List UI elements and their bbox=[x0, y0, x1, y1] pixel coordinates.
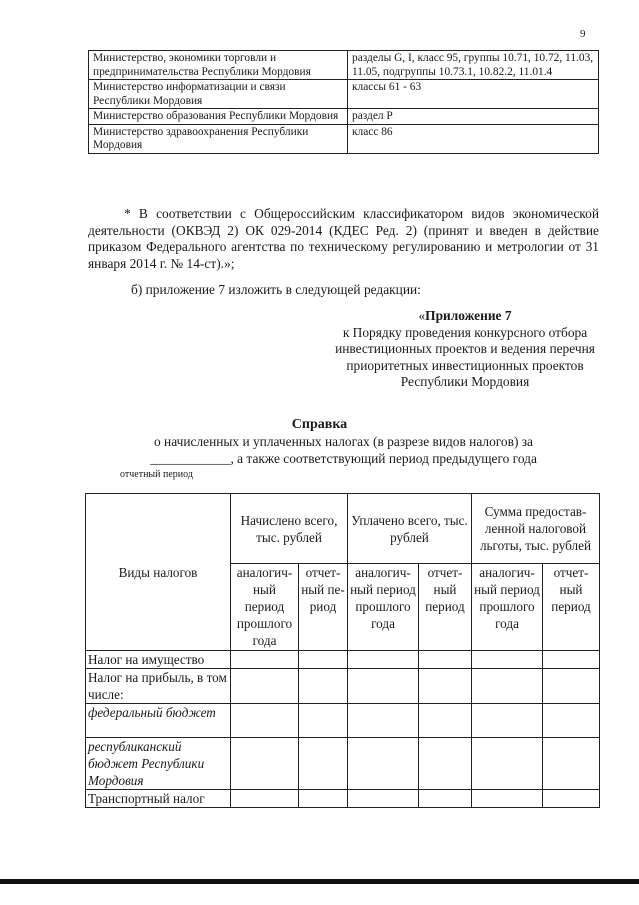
table-row bbox=[89, 109, 599, 125]
row-label: Налог на прибыль, в том числе: bbox=[86, 669, 231, 704]
codes-cell: класс 86 bbox=[348, 124, 599, 153]
table-cell bbox=[348, 790, 419, 808]
row-label: Налог на имущество bbox=[86, 651, 231, 669]
header-paid-prev: аналогич-ный период прошлого года bbox=[348, 564, 419, 651]
header-benefit-report: отчет-ный период bbox=[543, 564, 600, 651]
header-paid-report: отчет-ный период bbox=[419, 564, 472, 651]
codes-cell: разделы G, I, класс 95, группы 10.71, 10.72, 11.03, 11.05, подгруппы 10.73.1, 10.82.2, 11.01.4 bbox=[348, 51, 599, 80]
header-paid: Уплачено всего, тыс. рублей bbox=[348, 494, 472, 564]
document-title: Справка bbox=[291, 417, 348, 432]
appendix-title-text: Приложение 7 bbox=[425, 308, 512, 323]
table-cell bbox=[543, 790, 600, 808]
table-row bbox=[89, 80, 599, 109]
header-accrued: Начислено всего, тыс. рублей bbox=[231, 494, 348, 564]
table-cell bbox=[231, 669, 299, 704]
table-cell bbox=[419, 651, 472, 669]
table-row bbox=[86, 669, 600, 704]
table-cell bbox=[419, 790, 472, 808]
table-cell bbox=[299, 669, 348, 704]
row-label: федеральный бюджет bbox=[86, 704, 231, 738]
table-cell bbox=[348, 669, 419, 704]
table-cell bbox=[348, 704, 419, 738]
ministry-cell: Министерство здравоохранения Республики Мордовия bbox=[89, 124, 348, 153]
table-row bbox=[86, 738, 600, 790]
appendix-text: к Порядку проведения конкурсного отбора инвестиционных проектов и ведения перечня приоритетных инвестиционных проектов Республики Мордовия bbox=[335, 324, 595, 389]
header-accrued-prev: аналогич-ный период прошлого года bbox=[231, 564, 299, 651]
table-cell bbox=[472, 704, 543, 738]
table-cell bbox=[419, 669, 472, 704]
header-benefit: Сумма предостав-ленной налоговой льготы, тыс. рублей bbox=[472, 494, 600, 564]
table-cell bbox=[231, 704, 299, 738]
table-cell bbox=[472, 669, 543, 704]
table-cell bbox=[472, 790, 543, 808]
codes-cell: классы 61 - 63 bbox=[348, 80, 599, 109]
table-header-row bbox=[86, 494, 600, 564]
table-cell bbox=[472, 651, 543, 669]
ministry-cell: Министерство образования Республики Мордовия bbox=[89, 109, 348, 125]
table-row bbox=[89, 51, 599, 80]
subtitle-line-1: о начисленных и уплаченных налогах (в разрезе видов налогов) за bbox=[154, 434, 533, 449]
appendix-title bbox=[330, 308, 600, 325]
table-cell bbox=[231, 738, 299, 790]
table-cell bbox=[543, 651, 600, 669]
header-benefit-prev: аналогич-ный период прошлого года bbox=[472, 564, 543, 651]
footnote-paragraph bbox=[88, 206, 599, 272]
ministry-cell: Министерство, экономики торговли и предпринимательства Республики Мордовия bbox=[89, 51, 348, 80]
table-cell bbox=[419, 704, 472, 738]
table-cell bbox=[299, 704, 348, 738]
table-cell bbox=[419, 738, 472, 790]
appendix-quote: « bbox=[418, 308, 426, 323]
table-row bbox=[86, 704, 600, 738]
table-cell bbox=[543, 738, 600, 790]
table-cell bbox=[299, 651, 348, 669]
page-number: 9 bbox=[580, 28, 586, 40]
table-cell bbox=[472, 738, 543, 790]
table-cell bbox=[299, 790, 348, 808]
table-cell bbox=[299, 738, 348, 790]
table-cell bbox=[543, 669, 600, 704]
table-row bbox=[86, 651, 600, 669]
table-cell bbox=[348, 738, 419, 790]
taxes-table bbox=[85, 493, 600, 808]
table-row bbox=[86, 790, 600, 808]
table-cell bbox=[231, 651, 299, 669]
footnote-text: * В соответствии с Общероссийским классификатором видов экономической деятельности (ОКВЭД 2) ОК 029-2014 (КДЕС Ред. 2) (принят и введен в действие приказом Федерального агентства по техническому регулированию и метрологии от 31 января 2014 г. № 14-ст).»; bbox=[88, 206, 599, 271]
table-cell bbox=[231, 790, 299, 808]
table-row bbox=[89, 124, 599, 153]
row-label: республиканский бюджет Республики Мордовия bbox=[86, 738, 231, 790]
period-note: отчетный период bbox=[120, 469, 193, 480]
document-subtitle bbox=[88, 433, 599, 467]
table-cell bbox=[543, 704, 600, 738]
subtitle-line-2: ____________, а также соответствующий период предыдущего года bbox=[150, 451, 537, 466]
bottom-scan-bar bbox=[0, 879, 639, 884]
ministry-codes-table bbox=[88, 50, 599, 154]
header-accrued-report: отчет-ный пе-риод bbox=[299, 564, 348, 651]
table-cell bbox=[348, 651, 419, 669]
header-tax-types: Виды налогов bbox=[86, 494, 231, 651]
ministry-cell: Министерство информатизации и связи Республики Мордовия bbox=[89, 80, 348, 109]
appendix-header bbox=[330, 308, 600, 391]
item-b-paragraph: б) приложение 7 изложить в следующей редакции: bbox=[131, 282, 421, 297]
codes-cell: раздел P bbox=[348, 109, 599, 125]
row-label: Транспортный налог bbox=[86, 790, 231, 808]
